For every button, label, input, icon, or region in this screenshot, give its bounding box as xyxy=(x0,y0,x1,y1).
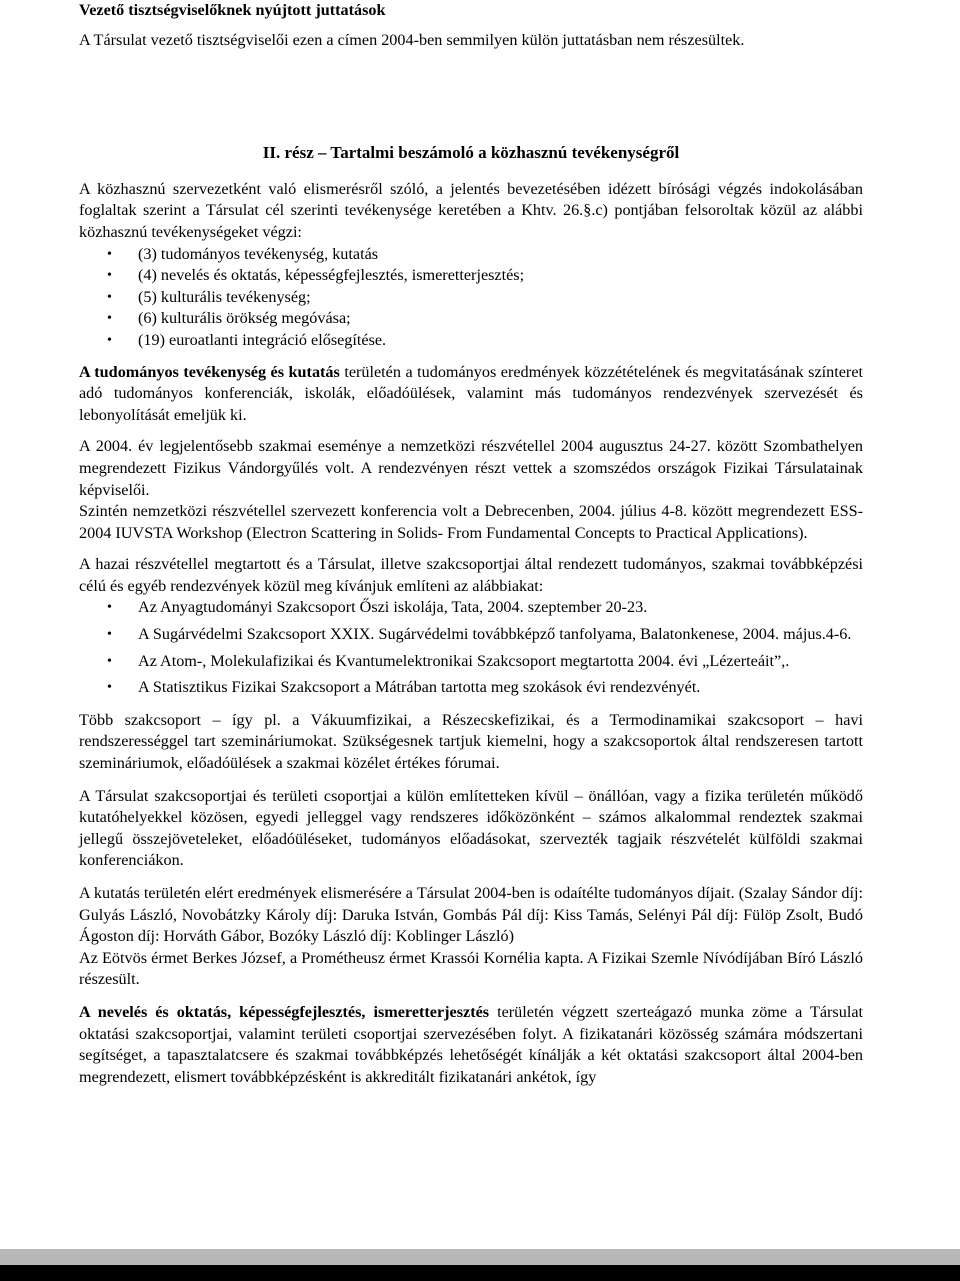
list-item: • A Sugárvédelmi Szakcsoport XXIX. Sugárvédelmi továbbképző tanfolyama, Balatonkenese, 2004. május.4-6. xyxy=(79,624,863,646)
document-page xyxy=(79,0,863,1088)
list-item: • (3) tudományos tevékenység, kutatás xyxy=(79,244,863,266)
cooperation-paragraph: A Társulat szakcsoportjai és területi csoportjai a külön említetteken kívül – önállóan, vagy a fizika területén működő kutatóhelyekkel közösen, egyedi jelleggel vagy rendszeres időközönként – számos alkalommal rendeztek szakmai jellegű összejöveteleket, előadóüléseket, tudományos előadásokat, szervezték tagjaik részvételét külföldi szakmai konferenciákon. xyxy=(79,786,863,870)
science-bold-lead: A tudományos tevékenység és kutatás xyxy=(79,362,340,381)
events-paragraph: A 2004. év legjelentősebb szakmai eseménye a nemzetközi részvétellel 2004 augusztus 24-27. között Szombathelyen megrendezett Fizikus Vándorgyűlés volt. A rendezvényen részt vettek a szomszédos országok Fizikai Társulatainak képviselői. xyxy=(79,437,863,499)
education-text: területén végzett szerteágazó munka zöme a Társulat oktatási szakcsoportjai, valamint területi csoportjai szervezésében folyt. A fizikatanári közösség számára módszertani segítséget, a tapasztalatcsere és szakmai továbbképzés lehetőségét kínálják a két oktatási szakcsoport által 2004-ben megrendezett, elismert továbbképzésként is akkreditált fizikatanári ankétok, így xyxy=(79,1002,863,1086)
footer-bar-black xyxy=(0,1265,960,1281)
activities-list xyxy=(79,244,863,352)
section-heading-benefits: Vezető tisztségviselőknek nyújtott juttatások xyxy=(79,1,386,19)
debrecen-paragraph: Szintén nemzetközi részvétellel szervezett konferencia volt a Debrecenben, 2004. július 4-8. között megrendezett ESS-2004 IUVSTA Workshop (Electron Scattering in Solids- From Fundamental Concepts to Practical Applications). xyxy=(79,502,863,542)
awards-medals-paragraph: Az Eötvös érmet Berkes József, a Prométheusz érmet Krassói Kornélia kapta. A Fizikai Szemle Nívódíjában Bíró László részesült. xyxy=(79,948,863,989)
benefits-paragraph: A Társulat vezető tisztségviselői ezen a címen 2004-ben semmilyen külön juttatásban nem részesültek. xyxy=(79,30,745,49)
education-paragraph xyxy=(79,1002,863,1088)
list-item: • (19) euroatlanti integráció elősegítése. xyxy=(79,330,863,352)
domestic-intro-paragraph: A hazai részvétellel megtartott és a Társulat, illetve szakcsoportjai által rendezett tudományos, szakmai továbbképzési célú és egyéb rendezvények közül meg kívánjuk említeni az alábbiakat: xyxy=(79,555,863,595)
list-item: • A Statisztikus Fizikai Szakcsoport a Mátrában tartotta meg szokások évi rendezvényét. xyxy=(79,677,863,699)
seminars-paragraph: Több szakcsoport – így pl. a Vákuumfizikai, a Részecskefizikai, és a Termodinamikai szakcsoport – havi rendszerességgel tart szemináriumokat. Szükségesnek tartjuk kiemelni, hogy a szakcsoportok által rendszeresen tartott szemináriumok, előadóülések a szakmai közélet értékes fórumai. xyxy=(79,710,863,773)
science-text: területén a tudományos eredmények közzétételének és megvitatásának színteret adó tudományos konferenciák, iskolák, előadóülések, valamint más tudományos rendezvények szervezését és lebonyolítását emeljük ki. xyxy=(79,362,864,424)
list-item: • (6) kulturális örökség megóvása; xyxy=(79,308,863,330)
list-item: • Az Anyagtudományi Szakcsoport Őszi iskolája, Tata, 2004. szeptember 20-23. xyxy=(79,597,863,619)
intro-paragraph: A közhasznú szervezetként való elismerésről szóló, a jelentés bevezetésében idézett bírósági végzés indokolásában foglaltak szerint a Társulat cél szerinti tevékenysége keretében a Khtv. 26.§.c) pontjában felsoroltak közül az alábbi közhasznú tevékenységeket végzi: xyxy=(79,179,863,241)
science-paragraph xyxy=(79,362,863,427)
list-item: • Az Atom-, Molekulafizikai és Kvantumelektronikai Szakcsoport megtartotta 2004. évi „Lézerteáit”,. xyxy=(79,651,863,673)
list-item: • (4) nevelés és oktatás, képességfejlesztés, ismeretterjesztés; xyxy=(79,265,863,287)
footer-bar-gray xyxy=(0,1249,960,1265)
list-item: • (5) kulturális tevékenység; xyxy=(79,287,863,309)
awards-paragraph: A kutatás területén elért eredmények elismerésére a Társulat 2004-ben is odaítélte tudományos díjait. (Szalay Sándor díj: Gulyás László, Novobátzky Károly díj: Daruka István, Gombás Pál díj: Kiss Tamás, Selényi Pál díj: Fülöp Zsolt, Budó Ágoston díj: Horváth Gábor, Bozóky László díj: Koblinger László) xyxy=(79,884,863,946)
education-bold-lead: A nevelés és oktatás, képességfejlesztés, ismeretterjesztés xyxy=(79,1002,490,1021)
domestic-events-list xyxy=(79,597,863,698)
part-two-title: II. rész – Tartalmi beszámoló a közhasznú tevékenységről xyxy=(262,143,680,163)
